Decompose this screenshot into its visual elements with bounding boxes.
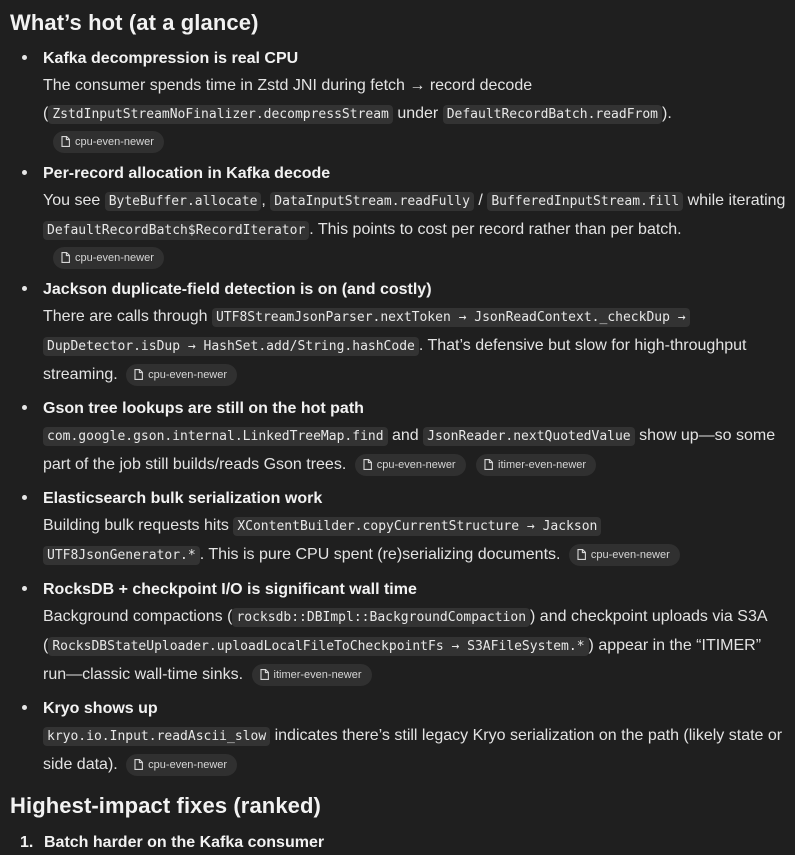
fix-item [10,831,787,855]
code-span: RocksDBStateUploader.uploadLocalFileToCheckpointFs → S3AFileSystem.* [48,637,588,656]
item-text: / [473,192,488,209]
source-chip-label: cpu-even-newer [75,251,154,264]
document-icon [484,459,493,470]
item-body [43,512,787,570]
document-icon [61,136,70,147]
item-title: Elasticsearch bulk serialization work [43,490,323,507]
source-chip[interactable] [126,364,237,386]
item-title: RocksDB + checkpoint I/O is significant wall time [43,581,417,598]
source-chip-label: cpu-even-newer [590,548,670,561]
item-text: Background compactions ( [43,608,233,625]
code-span: DupDetector.isDup → HashSet.add/String.hashCode [43,337,419,356]
code-span: DataInputStream.readFully [270,192,474,211]
code-span: ByteBuffer.allocate [105,192,262,211]
list-item [10,577,787,689]
item-text: You see [43,192,105,209]
document-icon [260,669,269,680]
code-span: com.google.gson.internal.LinkedTreeMap.find [43,427,388,446]
source-chip-label: itimer-even-newer [498,458,587,471]
source-chip[interactable] [569,544,680,566]
item-body [43,303,787,389]
source-chip[interactable] [126,754,237,776]
list-item [10,486,787,570]
section-heading-fixes: Highest-impact fixes (ranked) [10,793,321,818]
item-text: . This is pure CPU spent (re)serializing documents. [199,546,561,563]
code-span: kryo.io.Input.readAscii_slow [43,727,270,746]
code-span: BufferedInputStream.fill [487,192,683,211]
item-text: indicates there’s still legacy Kryo serialization on the path (likely state or side data). [43,727,783,773]
document-icon [134,759,143,770]
item-text: Building bulk requests hits [43,517,234,534]
item-body [43,722,787,779]
item-body [43,422,787,479]
list-item [10,161,787,270]
code-span: ZstdInputStreamNoFinalizer.decompressStream [48,105,393,124]
source-chip-label: cpu-even-newer [148,368,228,381]
item-title: Per-record allocation in Kafka decode [43,165,331,182]
item-body [43,187,787,270]
source-chip[interactable] [53,247,164,269]
item-title: Kafka decompression is real CPU [43,50,299,67]
item-text: under [392,105,443,122]
code-span: XContentBuilder.copyCurrentStructure → Jackson [233,517,601,536]
code-span: rocksdb::DBImpl::BackgroundCompaction [232,608,530,627]
source-chip[interactable] [355,454,466,476]
item-text: The consumer spends time in Zstd JNI during fetch → record decode [43,77,533,94]
item-text: show up—so some part of the job still builds/reads Gson trees. [43,427,776,473]
item-text: ( [43,105,49,122]
document-icon [363,459,372,470]
source-chip-label: cpu-even-newer [148,758,228,771]
item-text: There are calls through [43,308,212,325]
code-span: UTF8StreamJsonParser.nextToken → JsonReadContext._checkDup → [212,308,690,327]
item-text: . This points to cost per record rather than per batch. [309,221,682,238]
code-span: UTF8JsonGenerator.* [43,546,200,565]
code-span: DefaultRecordBatch$RecordIterator [43,221,309,240]
fixes-list [10,831,787,855]
item-title: Gson tree lookups are still on the hot path [43,400,364,417]
item-text: , [261,192,271,209]
code-span: DefaultRecordBatch.readFrom [443,105,662,124]
document-icon [134,369,143,380]
item-text: ) appear in the “ITIMER” run—classic wall-time sinks. [43,637,762,683]
source-chip[interactable] [476,454,596,476]
document-icon [577,549,586,560]
item-text: ). [662,105,672,122]
hot-list [10,46,787,779]
item-text: and [387,427,424,444]
source-chip-label: itimer-even-newer [273,668,362,681]
item-text: . That’s defensive but slow for high-throughput streaming. [43,337,747,383]
code-span: JsonReader.nextQuotedValue [423,427,635,446]
fix-title: Batch harder on the Kafka consumer [44,834,325,851]
item-text: while iterating [683,192,786,209]
source-chip[interactable] [53,131,164,153]
item-text: ) and checkpoint uploads via S3A ( [43,608,767,654]
fix-number: 1. [20,834,34,851]
section-heading-whats-hot: What’s hot (at a glance) [10,10,259,35]
list-item [10,696,787,779]
list-item [10,277,787,389]
item-body [43,72,787,154]
source-chip-label: cpu-even-newer [376,458,456,471]
item-body [43,603,787,689]
source-chip-label: cpu-even-newer [75,135,154,148]
list-item [10,46,787,154]
source-chip[interactable] [252,664,372,686]
list-item [10,396,787,479]
document-icon [61,252,70,263]
item-title: Kryo shows up [43,700,158,717]
item-title: Jackson duplicate-field detection is on (and costly) [43,281,432,298]
